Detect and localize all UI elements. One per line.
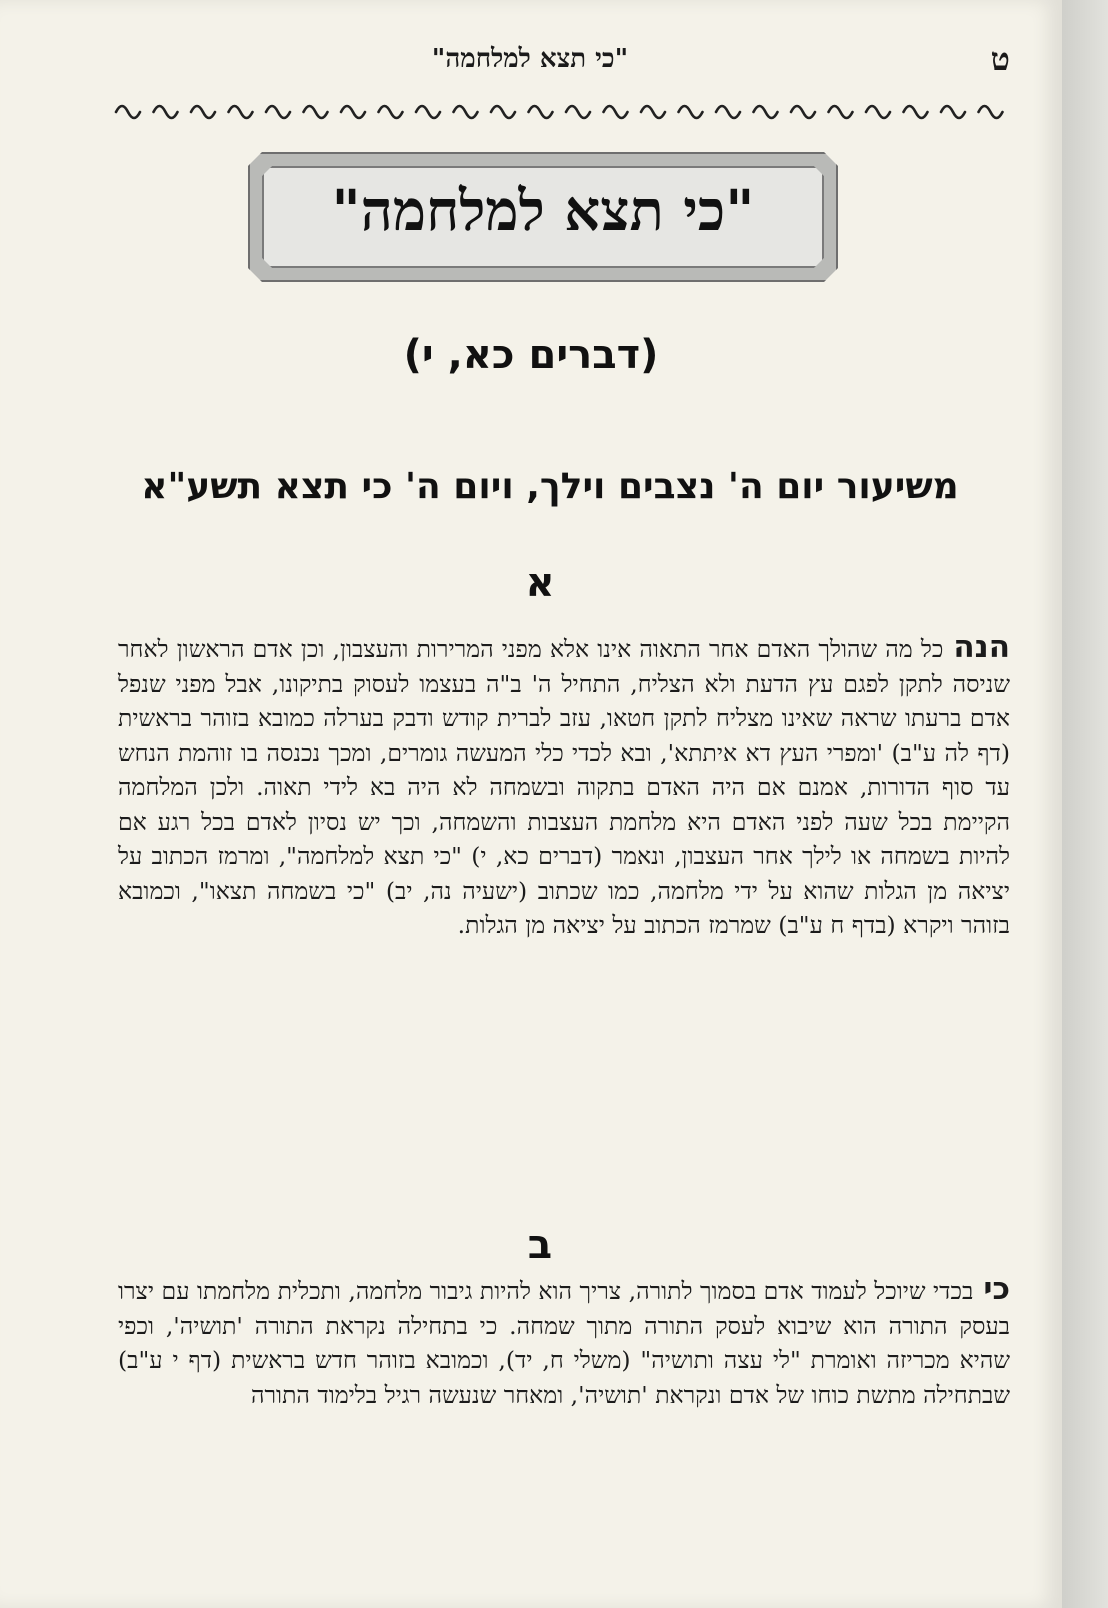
section-b-paragraph [118,1272,1010,1412]
ornament-wave [904,106,928,118]
page-number: ט [990,40,1010,78]
section-b-text: בכדי שיוכל לעמוד אדם בסמוך לתורה, צריך הוא להיות גיבור מלחמה, ותכלית מלחמתו עם יצרו בעסק התורה הוא שיבוא לעסק התורה מתוך שמחה. כי בתחילה נקראת התורה 'תושיה', וכפי שהיא מכריזה ואומרת "לי עצה ותושיה" (משלי ח, יד), וכמובא בזוהר חדש בראשית (דף י ע"ב) שבתחילה מתשת כוחו של אדם ונקראת 'תושיה', ומאחר שנעשה רגיל בלימוד התורה [118,1277,1010,1409]
ornament-wave [116,106,140,118]
ornament-wave [641,106,665,118]
ornament-wave [866,106,890,118]
title-box-title: "כי תצא למלחמה" [331,178,755,244]
ornament-wave [979,106,1003,118]
ornament-wave [304,106,328,118]
ornament-wave [754,106,778,118]
ornament-wave [154,106,178,118]
source-reference: (דברים כא, י) [403,332,659,378]
ornament-wave [941,106,965,118]
ornament-wave [266,106,290,118]
ornament-wave [716,106,740,118]
ornament-wave [491,106,515,118]
page-edge [1062,0,1108,1608]
ornament-wave [416,106,440,118]
section-letter-b: ב [527,1222,553,1268]
section-b-opener: כי [983,1271,1010,1307]
title-box [248,152,838,282]
ornament-wave [379,106,403,118]
ornament-wave [229,106,253,118]
ornament-wave [341,106,365,118]
section-a-opener: הנה [953,629,1010,665]
ornament-wave [566,106,590,118]
section-a-paragraph [118,630,1010,943]
running-head-title: "כי תצא למלחמה" [431,44,629,74]
running-head [50,40,1010,84]
shiur-line: משיעור יום ה' נצבים וילך, ויום ה' כי תצא תשע"א [141,466,959,507]
ornament-wave [679,106,703,118]
ornament-wave [791,106,815,118]
ornament-wave [454,106,478,118]
ornament-wave [604,106,628,118]
ornament-wave [529,106,553,118]
ornament-wave [829,106,853,118]
ornament-rule [112,94,1012,124]
section-a-text: כל מה שהולך האדם אחר התאוה אינו אלא מפני המרירות והעצבון, וכן אדם הראשון לאחר שניסה לתקן לפגם עץ הדעת ולא הצליח, התחיל ה' ב"ה בעצמו לעסוק בתיקונו, אבל מפני שנפל אדם ברעתו שראה שאינו מצליח לתקן חטאו, עזב לברית קודש ודבק בערלה כמובא בזוהר בראשית (דף לה ע"ב) 'ומפרי העץ דא איתתא', ובא לכדי כלי המעשה גומרים, ומכך נכנסה בו זוהמת הנחש עד סוף הדורות, אמנם אם היה האדם בתקוה ובשמחה לא היה בא לידי תאוה. ולכן המלחמה הקיימת בכל שעה לפני האדם היא מלחמת העצבות והשמחה, וכך יש נסיון לאדם בכל רגע אם להיות בשמחה או לילך אחר העצבון, ונאמר (דברים כא, י) "כי תצא למלחמה", ומרמז הכתוב על יציאה מן הגלות שהוא על ידי מלחמה, כמו שכתוב (ישעיה נה, יב) "כי בשמחה תצאו", וכמובא בזוהר ויקרא (בדף ח ע"ב) שמרמז הכתוב על יציאה מן הגלות. [118,635,1010,939]
section-letter-a: א [525,560,555,606]
ornament-wave [191,106,215,118]
